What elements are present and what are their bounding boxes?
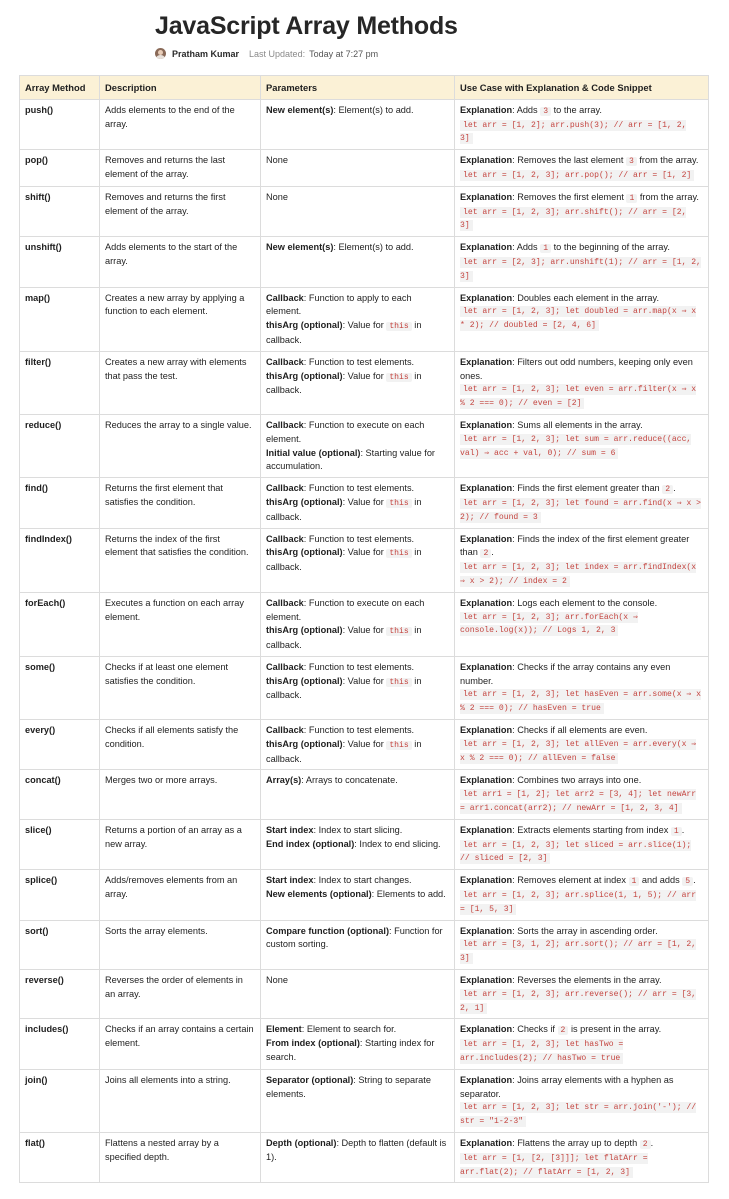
parameter-name: Separator (optional) xyxy=(266,1074,354,1085)
use-case xyxy=(455,1069,709,1132)
method-description: Reverses the order of elements in an array. xyxy=(100,970,261,1019)
parameter-line: Element: Element to search for. xyxy=(266,1024,397,1035)
code-snippet-text: let arr = [1, 2, 3]; let sum = arr.reduce((acc, val) ⇒ acc + val, 0); // sum = 6 xyxy=(460,434,692,458)
code-snippet xyxy=(460,433,703,461)
method-description: Returns the index of the first element that satisfies the condition. xyxy=(100,528,261,592)
parameter-name: End index (optional) xyxy=(266,838,355,849)
table-row xyxy=(20,870,709,920)
inline-code: this xyxy=(386,373,411,382)
parameter-line: Separator (optional): String to separate elements. xyxy=(266,1074,431,1099)
code-snippet xyxy=(460,206,703,234)
parameter-name: Callback xyxy=(266,292,304,303)
explanation-label: Explanation xyxy=(460,725,513,736)
code-snippet xyxy=(460,256,703,284)
method-description: Merges two or more arrays. xyxy=(100,770,261,819)
method-parameters xyxy=(261,99,455,149)
inline-code: this xyxy=(386,741,411,750)
table-row xyxy=(20,970,709,1019)
explanation: Explanation: Flattens the array up to depth 2 . xyxy=(460,1138,654,1149)
inline-code: 2 xyxy=(558,1026,569,1035)
parameter-name: Initial value (optional) xyxy=(266,447,361,458)
code-snippet-text: let arr = [1, 2, 3]; arr.reverse(); // arr = [3, 2, 1] xyxy=(460,989,697,1013)
method-description: Returns a portion of an array as a new array. xyxy=(100,819,261,869)
explanation: Explanation: Extracts elements starting from index 1 . xyxy=(460,824,685,836)
use-case xyxy=(455,237,709,287)
table-row xyxy=(20,287,709,351)
explanation: Explanation: Checks if 2 is present in the array. xyxy=(460,1024,662,1036)
use-case xyxy=(455,186,709,236)
table-row xyxy=(20,1069,709,1132)
method-name: concat() xyxy=(20,770,100,819)
method-parameters xyxy=(261,351,455,414)
explanation-label: Explanation xyxy=(460,191,513,202)
parameter-line: Callback: Function to test elements. xyxy=(266,661,415,672)
method-parameters xyxy=(261,528,455,592)
explanation-label: Explanation xyxy=(460,533,513,544)
inline-code: this xyxy=(386,678,411,687)
code-snippet xyxy=(460,938,703,966)
table-row xyxy=(20,351,709,414)
table-row xyxy=(20,150,709,187)
table-row xyxy=(20,99,709,149)
method-description: Flattens a nested array by a specified depth. xyxy=(100,1133,261,1183)
method-name: join() xyxy=(20,1069,100,1132)
parameter-line: Callback: Function to test elements. xyxy=(266,356,415,367)
explanation: Explanation: Removes the last element 3 from the array. xyxy=(460,155,699,167)
parameter-name: Callback xyxy=(266,533,304,544)
code-snippet xyxy=(460,1101,703,1129)
table-header-row xyxy=(20,76,709,100)
inline-code: 2 xyxy=(662,485,673,494)
method-name: filter() xyxy=(20,351,100,414)
explanation-label: Explanation xyxy=(460,597,513,608)
method-parameters xyxy=(261,287,455,351)
parameter-name: Callback xyxy=(266,483,304,494)
code-snippet xyxy=(460,611,703,639)
method-description: Sorts the array elements. xyxy=(100,920,261,969)
inline-code: this xyxy=(386,322,411,331)
explanation-label: Explanation xyxy=(460,292,513,303)
code-snippet xyxy=(460,988,703,1016)
code-snippet-text: let arr = [1, 2, 3]; let found = arr.find(x ⇒ x > 2); // found = 3 xyxy=(460,498,702,522)
explanation: Explanation: Reverses the elements in the array. xyxy=(460,975,662,986)
explanation: Explanation: Adds 3 to the array. xyxy=(460,104,602,116)
use-case xyxy=(455,150,709,187)
use-case xyxy=(455,656,709,719)
code-snippet-text: let arr = [1, [2, [3]]]; let flatArr = arr.flat(2); // flatArr = [1, 2, 3] xyxy=(460,1153,648,1177)
parameter-name: thisArg (optional) xyxy=(266,547,343,558)
method-parameters xyxy=(261,970,455,1019)
parameter-name: thisArg (optional) xyxy=(266,738,343,749)
parameter-line: Callback: Function to execute on each element. xyxy=(266,419,425,444)
page-title: JavaScript Array Methods xyxy=(155,12,458,40)
explanation-label: Explanation xyxy=(460,104,513,115)
explanation: Explanation: Combines two arrays into one. xyxy=(460,775,642,786)
code-snippet-text: let arr = [1, 2, 3]; let hasEven = arr.some(x ⇒ x % 2 === 0); // hasEven = true xyxy=(460,690,702,714)
code-snippet-text: let arr = [1, 2, 3]; let even = arr.filter(x ⇒ x % 2 === 0); // even = [2] xyxy=(460,385,697,409)
code-snippet-text: let arr = [1, 2, 3]; let index = arr.findIndex(x ⇒ x > 2); // index = 2 xyxy=(460,563,697,586)
parameter-name: Start index xyxy=(266,875,314,886)
method-name: every() xyxy=(20,720,100,770)
explanation-label: Explanation xyxy=(460,1074,513,1085)
explanation: Explanation: Removes element at index 1 and adds 5 . xyxy=(460,875,696,887)
method-name: some() xyxy=(20,656,100,719)
method-parameters xyxy=(261,1069,455,1132)
method-parameters xyxy=(261,920,455,969)
method-description: Checks if all elements satisfy the condition. xyxy=(100,720,261,770)
method-parameters xyxy=(261,1133,455,1183)
method-parameters xyxy=(261,720,455,770)
explanation-label: Explanation xyxy=(460,242,513,253)
parameter-name: New elements (optional) xyxy=(266,889,372,900)
parameter-name: thisArg (optional) xyxy=(266,625,343,636)
code-snippet-text: let arr = [1, 2, 3]; arr.pop(); // arr = [1, 2] xyxy=(460,170,694,181)
parameter-line: None xyxy=(266,155,288,166)
author-name: Pratham Kumar xyxy=(172,48,240,59)
method-name: reduce() xyxy=(20,414,100,477)
method-parameters xyxy=(261,656,455,719)
parameter-line: Start index: Index to start changes. xyxy=(266,875,412,886)
parameter-name: thisArg (optional) xyxy=(266,320,343,331)
parameter-line: New elements (optional): Elements to add. xyxy=(266,889,446,900)
parameter-name: Callback xyxy=(266,419,304,430)
parameter-name: Callback xyxy=(266,661,304,672)
last-updated-label: Last Updated: xyxy=(249,48,306,59)
parameter-name: Callback xyxy=(266,725,304,736)
parameter-name: Callback xyxy=(266,597,304,608)
method-name: push() xyxy=(20,99,100,149)
code-snippet xyxy=(460,839,703,867)
inline-code: this xyxy=(386,549,411,558)
inline-code: 1 xyxy=(671,827,682,836)
method-name: flat() xyxy=(20,1133,100,1183)
inline-code: 2 xyxy=(480,549,491,558)
table-row xyxy=(20,414,709,477)
code-snippet-text: let arr = [1, 2, 3]; let sliced = arr.slice(1); // sliced = [2, 3] xyxy=(460,840,692,864)
explanation-label: Explanation xyxy=(460,661,513,672)
explanation-label: Explanation xyxy=(460,775,513,786)
explanation-label: Explanation xyxy=(460,975,513,986)
code-snippet-text: let arr = [1, 2, 3]; arr.forEach(x ⇒ console.log(x)); // Logs 1, 2, 3 xyxy=(460,612,638,636)
explanation-label: Explanation xyxy=(460,1024,513,1035)
inline-code: 1 xyxy=(629,877,640,886)
parameter-name: Depth (optional) xyxy=(266,1138,337,1148)
use-case xyxy=(455,819,709,869)
parameter-line: Callback: Function to test elements. xyxy=(266,725,415,736)
parameter-line: Callback: Function to test elements. xyxy=(266,533,415,544)
method-parameters xyxy=(261,870,455,920)
parameter-name: Start index xyxy=(266,824,314,835)
method-name: unshift() xyxy=(20,237,100,287)
code-snippet xyxy=(460,383,703,411)
use-case xyxy=(455,870,709,920)
method-description: Removes and returns the first element of the array. xyxy=(100,186,261,236)
use-case xyxy=(455,920,709,969)
explanation: Explanation: Checks if all elements are even. xyxy=(460,725,648,736)
method-parameters xyxy=(261,1019,455,1069)
inline-code: 3 xyxy=(540,107,551,116)
method-name: pop() xyxy=(20,150,100,187)
use-case xyxy=(455,770,709,819)
parameter-line: thisArg (optional): Value for this in callback. xyxy=(266,496,422,522)
parameter-name: Callback xyxy=(266,356,304,367)
code-snippet-text: let arr = [1, 2, 3]; let str = arr.join('-'); // str = "1-2-3" xyxy=(460,1103,697,1127)
parameter-name: thisArg (optional) xyxy=(266,370,343,381)
parameter-line: thisArg (optional): Value for this in callback. xyxy=(266,675,422,701)
explanation-label: Explanation xyxy=(460,1138,513,1148)
use-case xyxy=(455,1019,709,1069)
explanation: Explanation: Joins array elements with a hyphen as separator. xyxy=(460,1074,674,1099)
table-row xyxy=(20,478,709,528)
method-name: sort() xyxy=(20,920,100,969)
method-description: Adds elements to the end of the array. xyxy=(100,99,261,149)
table-body xyxy=(20,99,709,1183)
parameter-line: thisArg (optional): Value for this in callback. xyxy=(266,320,422,345)
code-snippet-text: let arr = [1, 2, 3]; let hasTwo = arr.includes(2); // hasTwo = true xyxy=(460,1040,624,1064)
method-description: Reduces the array to a single value. xyxy=(100,414,261,477)
code-snippet xyxy=(460,1152,703,1180)
method-name: forEach() xyxy=(20,592,100,656)
code-snippet-text: let arr = [1, 2, 3]; let allEven = arr.every(x ⇒ x % 2 === 0); // allEven = false xyxy=(460,739,697,763)
parameter-line: From index (optional): Starting index for search. xyxy=(266,1038,435,1063)
parameter-name: New element(s) xyxy=(266,242,334,253)
code-snippet-text: let arr = [1, 2, 3]; let doubled = arr.map(x ⇒ x * 2); // doubled = [2, 4, 6] xyxy=(460,307,697,331)
code-snippet xyxy=(460,1038,703,1066)
code-snippet-text: let arr = [1, 2]; arr.push(3); // arr = [1, 2, 3] xyxy=(460,120,687,144)
code-snippet xyxy=(460,561,703,589)
method-description: Checks if at least one element satisfies the condition. xyxy=(100,656,261,719)
parameter-line: New element(s): Element(s) to add. xyxy=(266,104,414,115)
method-parameters xyxy=(261,592,455,656)
method-name: map() xyxy=(20,287,100,351)
parameter-line: thisArg (optional): Value for this in callback. xyxy=(266,625,422,651)
use-case xyxy=(455,720,709,770)
code-snippet-text: let arr = [1, 2, 3]; arr.splice(1, 1, 5); // arr = [1, 5, 3] xyxy=(460,891,697,914)
code-snippet xyxy=(460,305,703,333)
explanation: Explanation: Sums all elements in the array. xyxy=(460,419,643,430)
table-row xyxy=(20,819,709,869)
parameter-line: Array(s): Arrays to concatenate. xyxy=(266,775,398,786)
table-row xyxy=(20,720,709,770)
code-snippet-text: let arr = [1, 2, 3]; arr.shift(); // arr = [2, 3] xyxy=(460,207,687,231)
parameter-line: Compare function (optional): Function for custom sorting. xyxy=(266,925,443,950)
explanation-label: Explanation xyxy=(460,483,513,494)
parameter-line: End index (optional): Index to end slicing. xyxy=(266,838,441,849)
method-parameters xyxy=(261,237,455,287)
inline-code: this xyxy=(386,627,411,636)
method-name: slice() xyxy=(20,819,100,869)
inline-code: 5 xyxy=(682,877,693,886)
explanation: Explanation: Sorts the array in ascending order. xyxy=(460,925,658,936)
column-header-parameters: Parameters xyxy=(261,76,455,100)
parameter-line: New element(s): Element(s) to add. xyxy=(266,242,414,253)
parameter-name: thisArg (optional) xyxy=(266,496,343,507)
table-row xyxy=(20,1019,709,1069)
method-name: includes() xyxy=(20,1019,100,1069)
code-snippet xyxy=(460,688,703,716)
method-parameters xyxy=(261,819,455,869)
explanation-label: Explanation xyxy=(460,925,513,936)
table-row xyxy=(20,920,709,969)
column-header-use-case: Use Case with Explanation & Code Snippet xyxy=(455,76,709,100)
use-case xyxy=(455,99,709,149)
method-description: Checks if an array contains a certain element. xyxy=(100,1019,261,1069)
method-description: Removes and returns the last element of the array. xyxy=(100,150,261,187)
method-parameters xyxy=(261,770,455,819)
parameter-line: thisArg (optional): Value for this in callback. xyxy=(266,738,422,764)
explanation: Explanation: Doubles each element in the array. xyxy=(460,292,659,303)
explanation-label: Explanation xyxy=(460,155,513,166)
code-snippet xyxy=(460,889,703,917)
table-row xyxy=(20,770,709,819)
method-name: findIndex() xyxy=(20,528,100,592)
table-row xyxy=(20,656,709,719)
page-meta xyxy=(155,48,378,59)
method-description: Executes a function on each array element. xyxy=(100,592,261,656)
code-snippet xyxy=(460,788,703,816)
code-snippet-text: let arr1 = [1, 2]; let arr2 = [3, 4]; let newArr = arr1.concat(arr2); // newArr = [1, 2, 3, 4] xyxy=(460,790,697,814)
code-snippet-text: let arr = [2, 3]; arr.unshift(1); // arr = [1, 2, 3] xyxy=(460,257,701,281)
parameter-name: Element xyxy=(266,1024,302,1035)
explanation-label: Explanation xyxy=(460,356,513,367)
explanation-label: Explanation xyxy=(460,875,513,886)
explanation-label: Explanation xyxy=(460,419,513,430)
parameter-name: New element(s) xyxy=(266,104,334,115)
method-name: reverse() xyxy=(20,970,100,1019)
parameter-line: thisArg (optional): Value for this in callback. xyxy=(266,370,422,396)
parameter-name: Array(s) xyxy=(266,775,302,786)
parameter-name: thisArg (optional) xyxy=(266,675,343,686)
method-parameters xyxy=(261,478,455,528)
explanation: Explanation: Finds the index of the first element greater than 2 . xyxy=(460,533,690,559)
inline-code: 2 xyxy=(640,1140,651,1149)
method-name: shift() xyxy=(20,186,100,236)
explanation-label: Explanation xyxy=(460,824,513,835)
use-case xyxy=(455,1133,709,1183)
table-row xyxy=(20,592,709,656)
table-row xyxy=(20,1133,709,1183)
inline-code: 3 xyxy=(626,157,637,166)
parameter-line: None xyxy=(266,975,288,986)
parameter-line: Callback: Function to apply to each element. xyxy=(266,292,412,317)
parameter-line: thisArg (optional): Value for this in callback. xyxy=(266,547,422,573)
column-header-method: Array Method xyxy=(20,76,100,100)
explanation: Explanation: Logs each element to the console. xyxy=(460,597,658,608)
explanation: Explanation: Filters out odd numbers, keeping only even ones. xyxy=(460,356,693,381)
parameter-line: Start index: Index to start slicing. xyxy=(266,824,403,835)
avatar xyxy=(155,48,166,59)
inline-code: this xyxy=(386,499,411,508)
parameter-name: From index (optional) xyxy=(266,1038,360,1049)
method-name: splice() xyxy=(20,870,100,920)
explanation: Explanation: Finds the first element greater than 2 . xyxy=(460,483,676,495)
use-case xyxy=(455,414,709,477)
method-description: Adds elements to the start of the array. xyxy=(100,237,261,287)
method-description: Creates a new array with elements that pass the test. xyxy=(100,351,261,414)
parameter-line: Callback: Function to test elements. xyxy=(266,483,415,494)
table-row xyxy=(20,237,709,287)
parameter-line: None xyxy=(266,191,288,202)
parameter-line: Initial value (optional): Starting value for accumulation. xyxy=(266,447,435,472)
method-description: Creates a new array by applying a function to each element. xyxy=(100,287,261,351)
code-snippet xyxy=(460,169,703,183)
use-case xyxy=(455,478,709,528)
method-parameters xyxy=(261,414,455,477)
code-snippet xyxy=(460,497,703,525)
code-snippet xyxy=(460,738,703,766)
use-case xyxy=(455,970,709,1019)
code-snippet-text: let arr = [3, 1, 2]; arr.sort(); // arr = [1, 2, 3] xyxy=(460,940,697,964)
inline-code: 1 xyxy=(626,194,637,203)
explanation: Explanation: Adds 1 to the beginning of the array. xyxy=(460,242,670,254)
last-updated-value: Today at 7:27 pm xyxy=(309,48,379,59)
method-description: Joins all elements into a string. xyxy=(100,1069,261,1132)
use-case xyxy=(455,287,709,351)
method-parameters xyxy=(261,150,455,187)
explanation: Explanation: Checks if the array contains any even number. xyxy=(460,661,671,686)
table-row xyxy=(20,528,709,592)
array-methods-table xyxy=(19,75,709,1183)
method-name: find() xyxy=(20,478,100,528)
parameter-line: Callback: Function to execute on each element. xyxy=(266,597,425,622)
use-case xyxy=(455,592,709,656)
table-row xyxy=(20,186,709,236)
explanation: Explanation: Removes the first element 1 from the array. xyxy=(460,191,699,203)
column-header-description: Description xyxy=(100,76,261,100)
method-description: Returns the first element that satisfies the condition. xyxy=(100,478,261,528)
parameter-line: Depth (optional): Depth to flatten (default is 1). xyxy=(266,1138,447,1162)
method-parameters xyxy=(261,186,455,236)
parameter-name: Compare function (optional) xyxy=(266,925,389,936)
use-case xyxy=(455,528,709,592)
use-case xyxy=(455,351,709,414)
inline-code: 1 xyxy=(540,244,551,253)
method-description: Adds/removes elements from an array. xyxy=(100,870,261,920)
code-snippet xyxy=(460,119,703,147)
